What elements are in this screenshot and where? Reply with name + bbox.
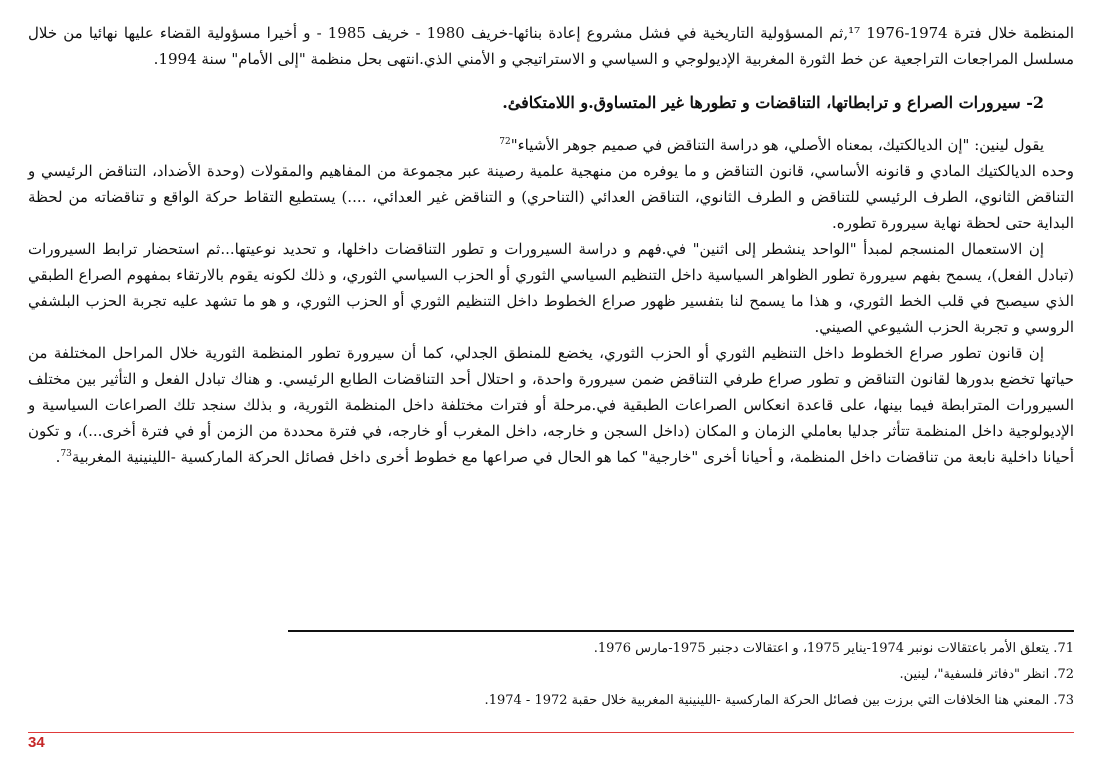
footnote-ref-73: 73 (60, 449, 72, 459)
footnote-73: 73. المعني هنا الخلافات التي برزت بين فصائل الحركة الماركسية -اللينينية المغربية خلال حقبة 1972 - 1974. (484, 693, 1074, 708)
page-number: 34 (28, 734, 45, 751)
lenin-quote (28, 132, 1074, 158)
footnote-71: 71. يتعلق الأمر باعتقالات نونبر 1974-يناير 1975، و اعتقالات دجنبر 1975-مارس 1976. (593, 641, 1074, 656)
footnotes (288, 636, 1074, 714)
paragraph-line-struggle: إن قانون تطور صراع الخطوط داخل التنظيم الثوري أو الحزب الثوري، يخضع للمنطق الجدلي، كما أن سيرورة تطور المنظمة الثورية خلال المراحل المختلفة من حياتها تخضع بدورها لقانون التناقض و تطور صراع طرفي التناقض ضمن سيرورة واحدة، و احتلال أحد التناقضات الطابع الرئيسي. و هناك تبادل الفعل و التأثير بين مختلف السيرورات المترابطة فيما بينها، على قاعدة انعكاس الصراعات الطبقية في.مرحلة أو فترات مختلفة داخل المنظمة الثورية، و بذلك سنجد تلك الصراعات السياسية و الإديولوجية داخل المنظمة تتأثر جدليا بعاملي الزمان و المكان (داخل السجن و خارجه، داخل المغرب أو خارجه، في فترة محددة من الزمن أو في فترة أخرى...)، و تكون أحيانا داخلية نابعة من تناقضات داخل المنظمة، و أحيانا أخرى "خارجية" كما هو الحال في صراعها مع خطوط أخرى داخل فصائل الحركة الماركسية -اللينينية المغربية$^{73}$. (28, 344, 1074, 466)
lenin-quote-text: يقول لينين: "إن الديالكتيك، بمعناه الأصلي، هو دراسة التناقض في صميم جوهر الأشياء" (510, 136, 1044, 154)
paragraph-dialectics: وحده الديالكتيك المادي و قانونه الأساسي، قانون التناقض و ما يوفره من منهجية علمية رصينة عبر مجموعة من المفاهيم والمقولات (وحدة الأضداد، التناقض الرئيسي و التناقض الثانوي، الطرف الرئيسي للتناقض و الطرف الثانوي، التناقض العدائي (التناحري) و التناقض غير العدائي، ....) يستطيع التقاط حركة الواقع و تناقضاته من لحظة البداية حتى لحظة نهاية سيرورة تطوره. (28, 162, 1074, 232)
footnote-ref-72: 72 (499, 137, 511, 147)
section-heading: 2- سيرورات الصراع و ترابطاتها، التناقضات و تطورها غير المتساوق.و اللامتكافئ. (502, 93, 1044, 112)
footnote-72: 72. انظر "دفاتر فلسفية"، لينين. (899, 667, 1074, 682)
paragraph-line-struggle-text: إن قانون تطور صراع الخطوط داخل التنظيم الثوري أو الحزب الثوري، يخضع للمنطق الجدلي، كما أن سيرورة تطور المنظمة الثورية خلال المراحل المختلفة من حياتها تخضع بدورها لقانون التناقض و تطور صراع طرفي التناقض ضمن سيرورة واحدة، و احتلال أحد التناقضات الطابع الرئيسي. و هناك تبادل الفعل و التأثير بين مختلف السيرورات المترابطة فيما بينها، على قاعدة انعكاس الصراعات الطبقية في.مرحلة أو فترات مختلفة داخل المنظمة الثورية، و بذلك سنجد تلك الصراعات السياسية و الإديولوجية داخل المنظمة تتأثر جدليا بعاملي الزمان و المكان (داخل السجن و خارجه، داخل المغرب أو خارجه، في فترة محددة من الزمن أو في فترة أخرى...)، و تكون أحيانا داخلية نابعة من تناقضات داخل المنظمة، و أحيانا أخرى "خارجية" كما هو الحال في صراعها مع خطوط أخرى داخل فصائل الحركة الماركسية -اللينينية المغربية (28, 344, 1074, 466)
intro-paragraph: المنظمة خلال فترة 1974-1976 ¹⁷‚ثم المسؤولية التاريخية في فشل مشروع إعادة بنائها-خريف 1980 - خريف 1985 - و أخيرا مسؤولية القضاء عليها نهائيا من خلال مسلسل المراجعات التراجعية عن خط الثورة المغربية الإديولوجي و السياسي و الاستراتيجي و الأمني الذي.انتهى بحل منظمة "إلى الأمام" سنة 1994. (28, 24, 1074, 68)
document-body (28, 20, 1074, 470)
footnote-separator (288, 630, 1074, 632)
paragraph-one-divides-into-two: إن الاستعمال المنسجم لمبدأ "الواحد ينشطر إلى اثنين" في.فهم و دراسة السيرورات و تطور التناقضات داخلها، و تحديد نوعيتها...ثم استحضار ترابط السيرورات (تبادل الفعل)، يسمح بفهم سيرورة تطور الظواهر السياسية داخل التنظيم السياسي الثوري أو الحزب السياسي الثوري، و ذلك لكونه يقوم بالارتقاء بمفهوم الصراع الطبقي الذي سيصبح في قلب الخط الثوري، و هذا ما يسمح لنا بتفسير ظهور صراع الخطوط داخل التنظيم الثوري أو الحزب الثوري، و هو ما تشهد عليه تجربة الحزب البلشفي الروسي و تجربة الحزب الشيوعي الصيني. (28, 240, 1074, 336)
page-bottom-rule (28, 732, 1074, 733)
